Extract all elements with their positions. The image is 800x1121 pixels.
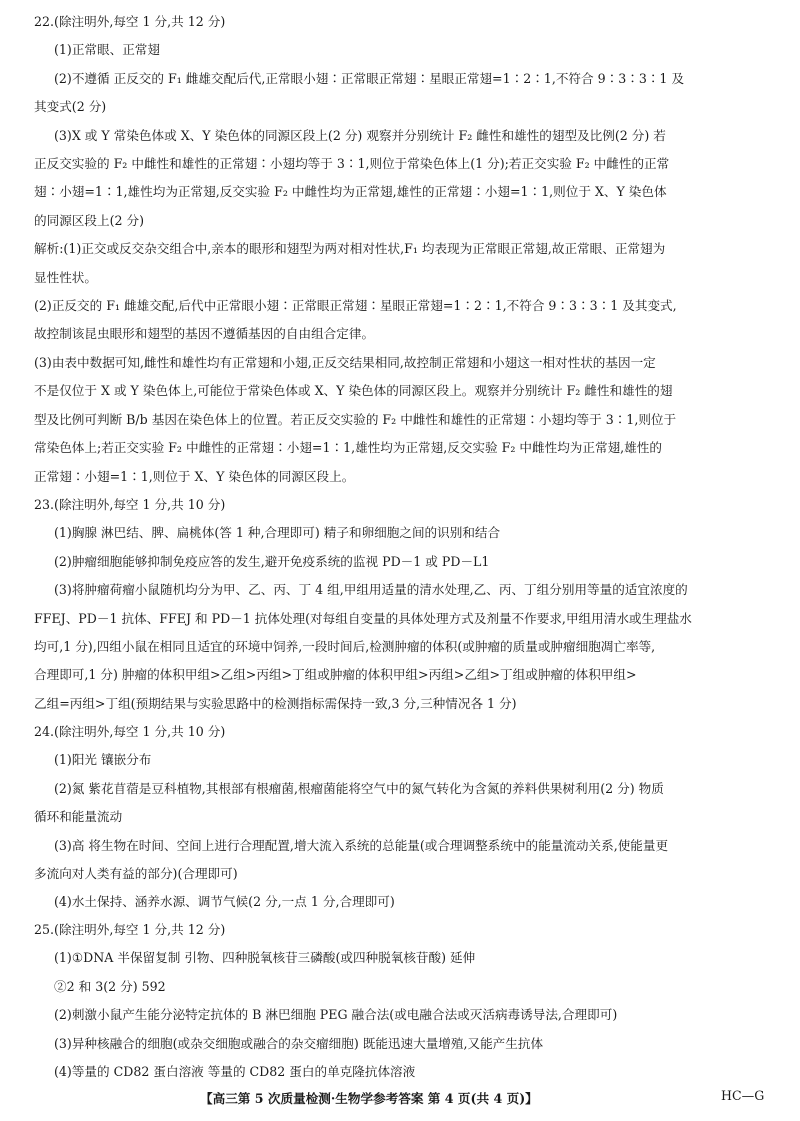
analysis-line: (2)正反交的 F₁ 雌雄交配,后代中正常眼小翅∶正常眼正常翅∶星眼正常翅=1∶2∶1,不符合 9∶3∶3∶1 及其变式, (34, 298, 677, 314)
answer-line: (1)胸腺 淋巴结、脾、扁桃体(答 1 种,合理即可) 精子和卵细胞之间的识别和结合 (54, 525, 501, 541)
analysis-line: 常染色体上;若正交实验 F₂ 中雌性的正常翅∶小翅=1∶1,雄性均为正常翅,反交实验 F₂ 中雌性均为正常翅,雄性的 (34, 440, 662, 456)
analysis-line: 故控制该昆虫眼形和翅型的基因不遵循基因的自由组合定律。 (34, 326, 375, 342)
answer-line: (2)刺激小鼠产生能分泌特定抗体的 B 淋巴细胞 PEG 融合法(或电融合法或灭活病毒诱导法,合理即可) (54, 1007, 618, 1023)
answer-line: FFEJ、PD－1 抗体、FFEJ 和 PD－1 抗体处理(对每组自变量的具体处理方式及剂量不作要求,甲组用清水或生理盐水 (34, 610, 692, 626)
analysis-line: 解析:(1)正交或反交杂交组合中,亲本的眼形和翅型为两对相对性状,F₁ 均表现为正常眼正常翅,故正常眼、正常翅为 (34, 241, 666, 257)
answer-line: (2)肿瘤细胞能够抑制免疫应答的发生,避开免疫系统的监视 PD－1 或 PD－L1 (54, 553, 490, 569)
question-header: 22.(除注明外,每空 1 分,共 12 分) (34, 14, 226, 29)
question-header: 23.(除注明外,每空 1 分,共 10 分) (34, 497, 226, 512)
answer-line: 多流向对人类有益的部分)(合理即可) (34, 866, 238, 882)
answer-line: (3)异种核融合的细胞(或杂交细胞或融合的杂交瘤细胞) 既能迅速大量增殖,又能产生抗体 (54, 1035, 544, 1051)
answer-line: 翅∶小翅=1∶1,雄性均为正常翅,反交实验 F₂ 中雌性均为正常翅,雄性的正常翅∶小翅=1∶1,则位于 X、Y 染色体 (34, 184, 667, 200)
answer-line: 乙组=丙组>丁组(预期结果与实验思路中的检测指标需保持一致,3 分,三种情况各 1 分) (34, 695, 517, 711)
answer-line: 均可,1 分),四组小鼠在相同且适宜的环境中饲养,一段时间后,检测肿瘤的体积(或肿瘤的质量或肿瘤细胞凋亡率等, (34, 639, 656, 655)
analysis-line: 型及比例可判断 B/b 基因在染色体上的位置。若正反交实验的 F₂ 中雌性和雄性的正常翅∶小翅均等于 3∶1,则位于 (34, 411, 677, 427)
footer-code: HC—G (721, 1088, 765, 1103)
answer-line: (3)高 将生物在时间、空间上进行合理配置,增大流入系统的总能量(或合理调整系统中的能量流动关系,使能量更 (54, 837, 669, 853)
answer-line: (3)X 或 Y 常染色体或 X、Y 染色体的同源区段上(2 分) 观察并分别统计 F₂ 雌性和雄性的翅型及比例(2 分) 若 (54, 127, 666, 143)
page-footer (0, 1088, 800, 1108)
question-23 (34, 491, 779, 718)
answer-line: (1)①DNA 半保留复制 引物、四种脱氧核苷三磷酸(或四种脱氧核苷酸) 延伸 (54, 950, 476, 966)
question-header: 25.(除注明外,每空 1 分,共 12 分) (34, 922, 226, 937)
analysis-line: 不是仅位于 X 或 Y 染色体上,可能位于常染色体或 X、Y 染色体的同源区段上。观察并分别统计 F₂ 雌性和雄性的翅 (34, 383, 673, 399)
footer-title: 【高三第 5 次质量检测·生物学参考答案 第 4 页(共 4 页)】 (200, 1091, 538, 1106)
analysis-line: 显性性状。 (34, 269, 97, 285)
question-24 (34, 718, 779, 917)
answer-line: 其变式(2 分) (34, 99, 107, 115)
answer-line: 正反交实验的 F₂ 中雌性和雄性的正常翅∶小翅均等于 3∶1,则位于常染色体上(1 分);若正交实验 F₂ 中雌性的正常 (34, 156, 670, 172)
answer-line: 合理即可,1 分) 肿瘤的体积甲组>乙组>丙组>丁组或肿瘤的体积甲组>丙组>乙组>丁组或肿瘤的体积甲组> (34, 667, 637, 683)
answer-line: (3)将肿瘤荷瘤小鼠随机均分为甲、乙、丙、丁 4 组,甲组用适量的清水处理,乙、丙、丁组分别用等量的适宜浓度的 (54, 582, 688, 598)
analysis-line: (3)由表中数据可知,雌性和雄性均有正常翅和小翅,正反交结果相同,故控制正常翅和小翅这一相对性状的基因一定 (34, 354, 656, 370)
answer-line: (2)氮 紫花苜蓿是豆科植物,其根部有根瘤菌,根瘤菌能将空气中的氮气转化为含氮的养料供果树利用(2 分) 物质 (54, 780, 664, 796)
answer-line: 循环和能量流动 (34, 809, 123, 825)
question-header: 24.(除注明外,每空 1 分,共 10 分) (34, 724, 226, 739)
answer-line: 的同源区段上(2 分) (34, 212, 144, 228)
answer-line: (2)不遵循 正反交的 F₁ 雌雄交配后代,正常眼小翅∶正常眼正常翅∶星眼正常翅=1∶2∶1,不符合 9∶3∶3∶1 及 (54, 70, 685, 86)
answer-line: ②2 和 3(2 分) 592 (54, 978, 166, 994)
question-22 (34, 8, 779, 491)
question-25 (34, 916, 779, 1086)
analysis-line: 正常翅∶小翅=1∶1,则位于 X、Y 染色体的同源区段上。 (34, 468, 355, 484)
answer-line: (1)正常眼、正常翅 (54, 42, 160, 58)
answer-line: (4)水土保持、涵养水源、调节气候(2 分,一点 1 分,合理即可) (54, 894, 395, 910)
answer-line: (1)阳光 镶嵌分布 (54, 752, 152, 768)
answer-line: (4)等量的 CD82 蛋白溶液 等量的 CD82 蛋白的单克隆抗体溶液 (54, 1064, 416, 1080)
